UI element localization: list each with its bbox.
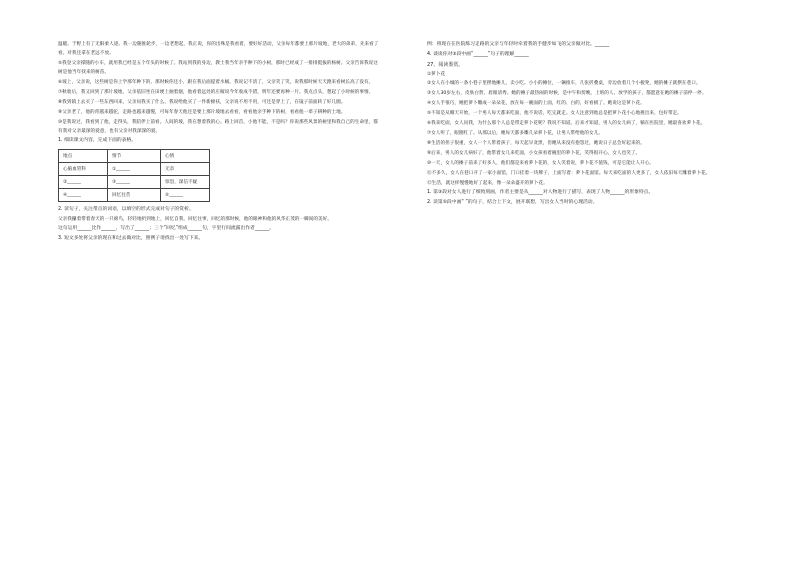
table-cell[interactable]: ②______ (59, 176, 108, 189)
passage-paragraph: ③女人30岁左右，皮肤白皙，眉眼清秀。她的摊子最热闹的时候，是中午和傍晚，上班的人、放学的孩子，都愿意在她的摊子前停一停。 (427, 91, 707, 96)
passage-paragraph: ②女人在小城的一条小巷子里摆地摊儿，卖小吃。小小的摊位，一辆推车，几张折叠桌，旁边放着几个小板凳，她的摊子就摆在巷口。 (427, 81, 701, 86)
reading-question-2: 2. 读第⑤段中画“ ”的句子，结合上下文，展开联想，写出女人当时的心理活动。 (427, 200, 598, 205)
table-header-cell: 情节 (108, 150, 161, 163)
passage-paragraph: 温暖。于野上有了无限柔人迹。我一边随推轮步，一边老想起，我正说，你的出殊是我看着，要好好活动，父亲每年都要上那片坡地，老大的弟弟，先来看了看。对我还拿在老远不放。 (58, 42, 379, 56)
question-2-quote: 父亲我攥着带着春天的一只绵鸟，轻轻地扔到地上，回忆自我，回忆往事，回忆的那时候，他的眼神和他的风华正茂的一瞬间的美好。 (58, 217, 332, 222)
reading-question-1[interactable]: 1. 第③段对女人进行了细致刻画，作者主要是从______对人物进行了描写，表现了人物______的形象特点。 (427, 190, 654, 195)
table-header-cell: 心情 (161, 150, 210, 163)
table-row (59, 176, 210, 189)
passage-paragraph: ④女人手很巧，她把萝卜雕成一朵朵花，放在每一碗面的上面，红的、白的，好看极了。她说这是萝卜花。 (427, 101, 645, 106)
table-cell[interactable]: ⑤______ (161, 189, 210, 202)
passage-paragraph: ⑧我到镇上去买了一些东西回来，父亲问我买了什么，我说给他买了一件新棉袄，父亲说不用不用，可还是穿上了，在镜子前面转了好几圈。 (58, 100, 346, 105)
table-cell[interactable]: ③______ (108, 176, 161, 189)
answer-table (58, 149, 210, 202)
table-header-row (59, 150, 210, 163)
passage-paragraph: ⑩一天，女人的摊子前来了好多人，他们都是来看萝卜花的，女人笑着说，萝卜花不值钱，可是它能让人开心。 (427, 161, 655, 166)
passage-paragraph: ⑨后来，男人的女儿病好了，他带着女儿来吃面，小女孩看着碗里的萝卜花，笑得很开心。女人也笑了。 (427, 151, 641, 156)
passage-paragraph: ⑦女人听了，眼圈红了。从那以后，她每天都多雕几朵萝卜花，让男人带给他的女儿。 (427, 131, 603, 136)
passage-paragraph: ⑤我登父亲撑随的小车，就用我已经是五个年头的时候了。我站到我的身边，教士我当年亲手种下的小树，那时已经成了一排排挺拔的杨树。父亲告诉我说这树是他当年找来的树苗。 (58, 61, 378, 75)
table-row (59, 163, 210, 176)
passage-paragraph: ⑥我来吃面，女人问我，为什么那个人总是带走萝卜花呢？我说不知道。后来才知道，男人的女儿病了，躺在医院里，她最喜欢萝卜花。 (427, 121, 706, 126)
table-cell[interactable]: ④______ (59, 189, 108, 202)
passage-paragraph: ⑧生活的担子很重，女人一个人带着孩子，每天起早贪黑，但她从来没有抱怨过，她说日子总会好起来的。 (427, 141, 645, 146)
table-cell[interactable]: ①______ (108, 163, 161, 176)
table-cell: 回忆往昔 (108, 189, 161, 202)
passage-paragraph: ⑩是我说过，我看到了他，走得头，我陪伴上前看。人间的坡，我在想着我的心。路上回首，小他不能，不是吗？你说那些风景的树里和我自己的生命里，都有我对父亲最深的爱意，也有父亲对我深深的爱。 (58, 120, 378, 134)
question-3: 3. 短文多处将父亲的现在和过去做对比，照例子请找出一处写下来。 (58, 236, 204, 241)
passage-paragraph: ⑦秋收后，我又回到了那片坡地，父亲依旧坐在田埂上抽着烟，他看着远处的庄稼说今年收成不错，明年还要再种一片。我点点头，想起了小时候的事情。 (58, 90, 374, 95)
example-line[interactable]: 例：将现在在医院练习走路的父亲与年轻时牵着我的手健步如飞的父亲做对比。______ (427, 42, 610, 47)
question-4[interactable]: 4. 谈谈你对③段中画“______”句子的理解______ (427, 52, 529, 57)
section-heading: 27、阅读鉴赏。 (427, 62, 464, 68)
passage-paragraph: ⑫生活，就这样慢慢地好了起来，像一朵朵盛开的萝卜花。 (427, 181, 548, 186)
question-2: 2. 读句子，关注带点的词语，以填空的形式完成对句子的赏析。 (58, 207, 194, 212)
passage-paragraph: ⑥坡上，父亲说，这些树是你上学那年种下的，那时候你还小，跟在我后面提着水桶。我说记不清了，父亲笑了笑，说我那时候天天跑来看树长高了没有。 (58, 80, 374, 85)
passage-paragraph: ⑤不知是从哪天开始，一个男人每天都来吃面，他不说话，吃完就走。女人注意到他总是把萝卜花小心地挑出来，包好带走。 (427, 111, 682, 116)
passage-paragraph: ⑪不多久，女人在巷口开了一家小面馆，门口挂着一块牌子，上面写着：萝卜花面馆。每天来吃面的人更多了，女人依旧每天雕着萝卜花。 (427, 171, 711, 176)
table-cell: 心脑血管科 (59, 163, 108, 176)
passage-paragraph: ⑨父亲老了，他的背越来越驼，走路也越来越慢，可每年春天他还是要上那片坡地去看看，看看他亲手种下的树，看看他一辈子耕种的土地。 (58, 110, 346, 115)
table-row (59, 189, 210, 202)
passage-paragraph: ①萝卜花 (427, 72, 446, 77)
table-header-cell: 地点 (59, 150, 108, 163)
question-2-fill[interactable]: 这句运用______比作______，写出了______；三个“回忆”组成______句，字里行间流露出作者______。 (58, 226, 275, 231)
table-cell: 无奈 (161, 163, 210, 176)
table-cell: 惊恐，深信不疑 (161, 176, 210, 189)
question-1: 1. 细读课文内容，完成下面的表格。 (58, 138, 137, 143)
right-column (397, 0, 794, 562)
